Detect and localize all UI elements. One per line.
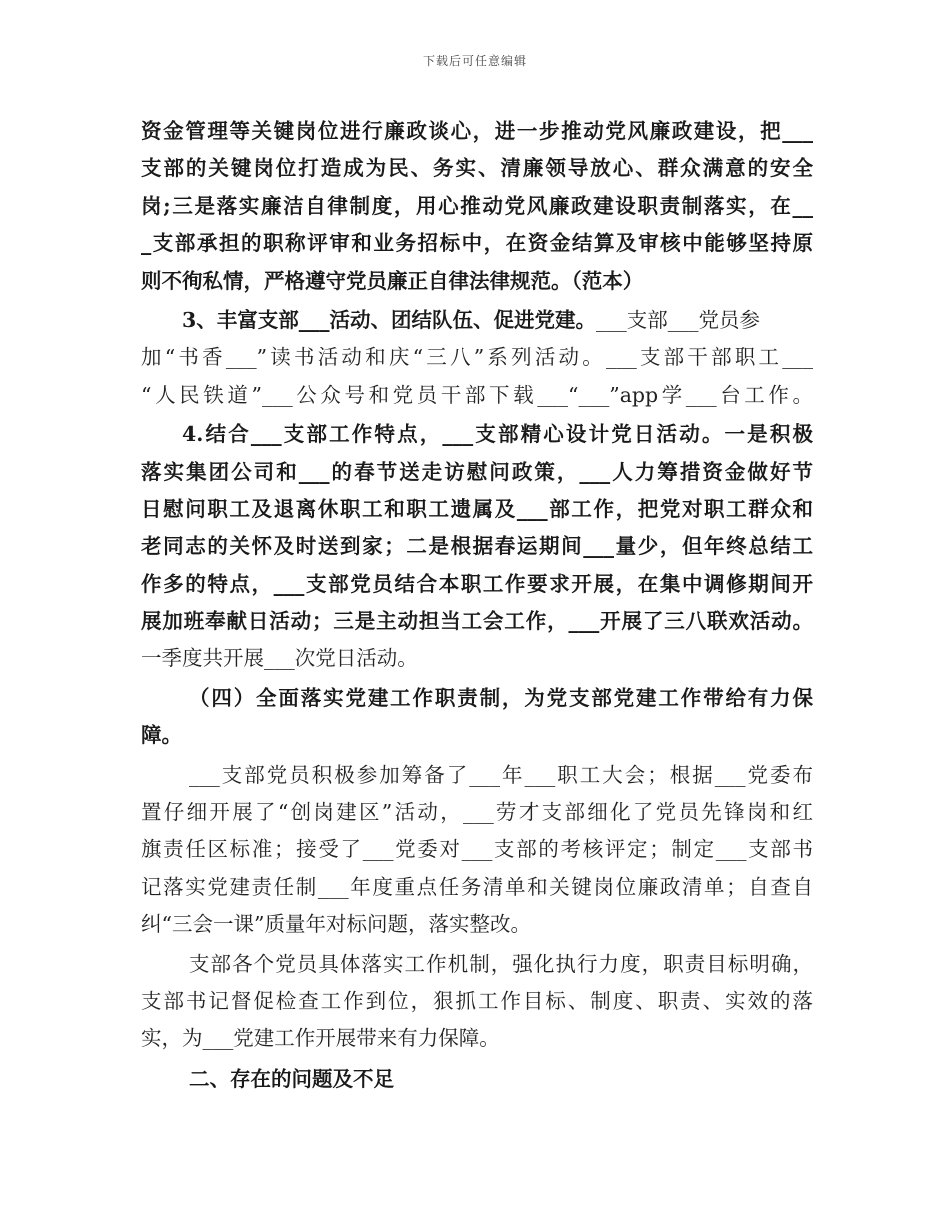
item-3-text: ___支部___党员参 bbox=[596, 307, 761, 332]
section-heading-cont: 障。 bbox=[141, 723, 182, 748]
text-line: ___支部党员积极参加筹备了___年___职工大会；根据___党委布 bbox=[189, 762, 813, 787]
text-line: 加“书香___”读书活动和庆“三八”系列活动。___支部干部职工___ bbox=[141, 345, 813, 370]
text-line: 纠“三会一课”质量年对标问题，落实整改。 bbox=[141, 912, 531, 937]
document-body bbox=[141, 113, 813, 1098]
text-line: _支部承担的职称评审和业务招标中，在资金结算及审核中能够坚持原 bbox=[141, 231, 813, 256]
text-line: 则不徇私情，严格遵守党员廉正自律法律规范。（范本） bbox=[141, 268, 644, 293]
text-line: 作多的特点，___支部党员结合本职工作要求开展，在集中调修期间开 bbox=[141, 571, 813, 596]
text-line: 展加班奉献日活动；三是主动担当工会工作，___开展了三八联欢活动。 bbox=[141, 609, 813, 634]
text-line: 落实集团公司和___的春节送走访慰问政策，___人力筹措资金做好节 bbox=[141, 459, 813, 484]
item-3-heading: 3、丰富支部___活动、团结队伍、促进党建。 bbox=[182, 307, 597, 332]
text-line: 置仔细开展了“创岗建区”活动，___劳才支部细化了党员先锋岗和红 bbox=[141, 800, 813, 825]
text-line: 实，为___党建工作开展带来有力保障。 bbox=[141, 1026, 500, 1051]
section-heading: （四）全面落实党建工作职责制，为党支部党建工作带给有力保 bbox=[189, 685, 813, 710]
section-2-heading: 二、存在的问题及不足 bbox=[189, 1066, 394, 1091]
text-line: 资金管理等关键岗位进行廉政谈心，进一步推动党风廉政建设，把___ bbox=[141, 119, 813, 143]
item-3-first-line bbox=[141, 302, 813, 339]
text-line: 岗;三是落实廉洁自律制度，用心推动党风廉政建设职责制落实，在__ bbox=[141, 193, 813, 218]
item-4-heading: 4.结合___支部工作特点，___支部精心设计党日活动。一是积极 bbox=[182, 422, 813, 447]
text-line: 老同志的关怀及时送到家；二是根据春运期间___量少，但年终总结工 bbox=[141, 534, 813, 559]
text-line: 记落实党建责任制___年度重点任务清单和关键岗位廉政清单；自查自 bbox=[141, 874, 813, 899]
text-line: 旗责任区标准；接受了___党委对___支部的考核评定；制定___支部书 bbox=[141, 837, 813, 862]
text-line: 支部书记督促检查工作到位，狠抓工作目标、制度、职责、实效的落 bbox=[141, 988, 813, 1013]
page-header: 下载后可任意编辑 bbox=[422, 54, 527, 68]
text-line: 支部的关键岗位打造成为民、务实、清廉领导放心、群众满意的安全 bbox=[141, 156, 813, 181]
text-line: 日慰问职工及退离休职工和职工遗属及___部工作，把党对职工群众和 bbox=[141, 496, 813, 521]
text-line: 一季度共开展___次党日活动。 bbox=[141, 646, 418, 671]
text-line: “人民铁道”___公众号和党员干部下载___“___”app学___台工作。 bbox=[141, 382, 813, 407]
text-line: 支部各个党员具体落实工作机制，强化执行力度，职责目标明确， bbox=[189, 951, 813, 976]
